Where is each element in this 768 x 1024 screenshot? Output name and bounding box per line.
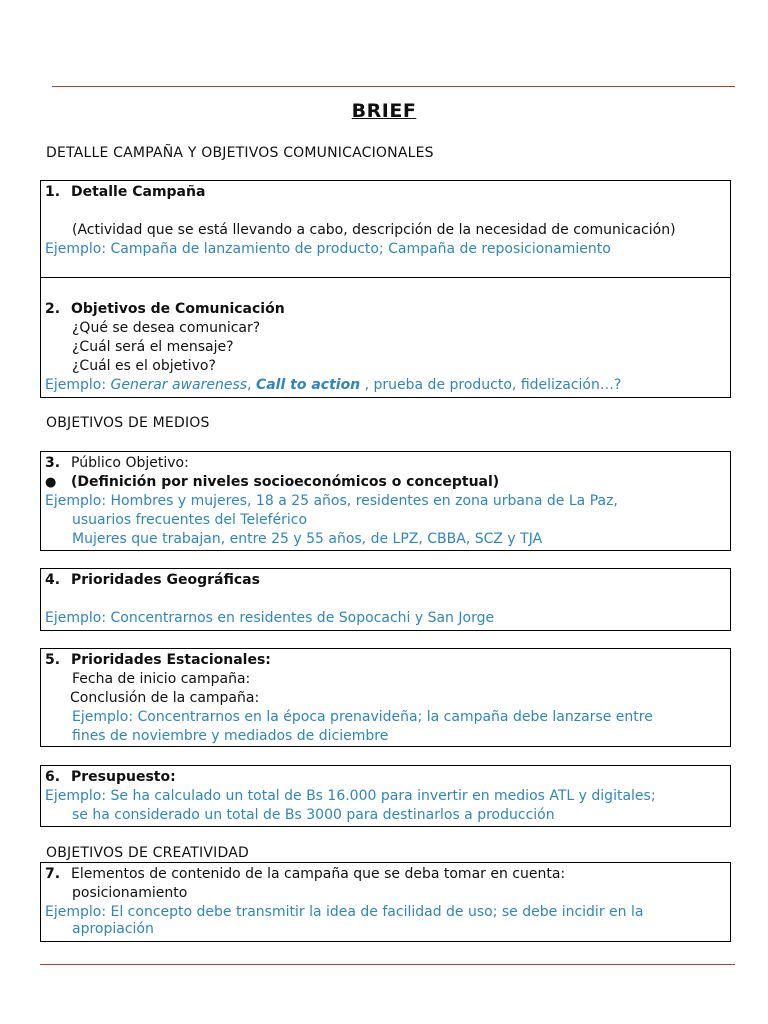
communication-objectives-heading: 2. Objetivos de Comunicación (45, 301, 285, 317)
campaign-detail-description: (Actividad que se está llevando a cabo, descripción de la necesidad de comunicación) (72, 222, 676, 238)
box-seasonal-priorities (40, 648, 731, 747)
section-heading-creativity: OBJETIVOS DE CREATIVIDAD (46, 845, 249, 861)
box-campaign-detail (40, 180, 731, 278)
creative-content-example-2: apropiación (72, 921, 154, 937)
budget-heading: 6. Presupuesto: (45, 769, 176, 785)
box-geographic-priorities (40, 568, 731, 631)
campaign-start-date: Fecha de inicio campaña: (72, 671, 251, 687)
communication-objectives-example: Ejemplo: Generar awareness, Call to action , prueba de producto, fidelización…? (45, 377, 622, 393)
box-communication-objectives (40, 277, 731, 398)
budget-example-2: se ha considerado un total de Bs 3000 para destinarlos a producción (72, 807, 555, 823)
target-audience-bullet: ● (Definición por niveles socioeconómicos o conceptual) (45, 474, 500, 490)
campaign-end-date: Conclusión de la campaña: (70, 690, 260, 706)
target-audience-example-1: Ejemplo: Hombres y mujeres, 18 a 25 años, residentes en zona urbana de La Paz, (45, 493, 618, 509)
target-audience-heading: 3. Público Objetivo: (45, 455, 189, 471)
page-title: BRIEF (351, 100, 417, 122)
campaign-detail-heading: 1. Detalle Campaña (45, 184, 206, 200)
campaign-detail-example: Ejemplo: Campaña de lanzamiento de producto; Campaña de reposicionamiento (45, 241, 611, 257)
creative-content-positioning: posicionamiento (72, 885, 188, 901)
question-what-to-communicate: ¿Qué se desea comunicar? (72, 320, 261, 336)
target-audience-example-3: Mujeres que trabajan, entre 25 y 55 años, de LPZ, CBBA, SCZ y TJA (72, 531, 543, 547)
budget-example-1: Ejemplo: Se ha calculado un total de Bs 16.000 para invertir en medios ATL y digitales; (45, 788, 656, 804)
seasonal-priorities-heading: 5. Prioridades Estacionales: (45, 652, 271, 668)
seasonal-priorities-example-1: Ejemplo: Concentrarnos en la época prenavideña; la campaña debe lanzarse entre (72, 709, 653, 725)
bottom-divider (40, 964, 735, 965)
geographic-priorities-heading: 4. Prioridades Geográficas (45, 572, 260, 588)
geographic-priorities-example: Ejemplo: Concentrarnos en residentes de Sopocachi y San Jorge (45, 610, 495, 626)
section-heading-media: OBJETIVOS DE MEDIOS (46, 415, 210, 431)
box-budget (40, 765, 731, 827)
box-target-audience (40, 451, 731, 551)
question-objective: ¿Cuál es el objetivo? (72, 358, 216, 374)
top-divider (52, 86, 735, 87)
creative-content-example-1: Ejemplo: El concepto debe transmitir la idea de facilidad de uso; se debe incidir en la (45, 904, 644, 920)
box-creative-content (40, 862, 731, 942)
question-message: ¿Cuál será el mensaje? (72, 339, 234, 355)
creative-content-heading: 7. Elementos de contenido de la campaña que se deba tomar en cuenta: (45, 866, 566, 882)
target-audience-example-2: usuarios frecuentes del Teleférico (72, 512, 308, 528)
seasonal-priorities-example-2: fines de noviembre y mediados de diciembre (72, 728, 389, 744)
bullet-icon: ● (45, 475, 57, 490)
section-heading-campaign: DETALLE CAMPAÑA Y OBJETIVOS COMUNICACIONALES (46, 145, 434, 161)
